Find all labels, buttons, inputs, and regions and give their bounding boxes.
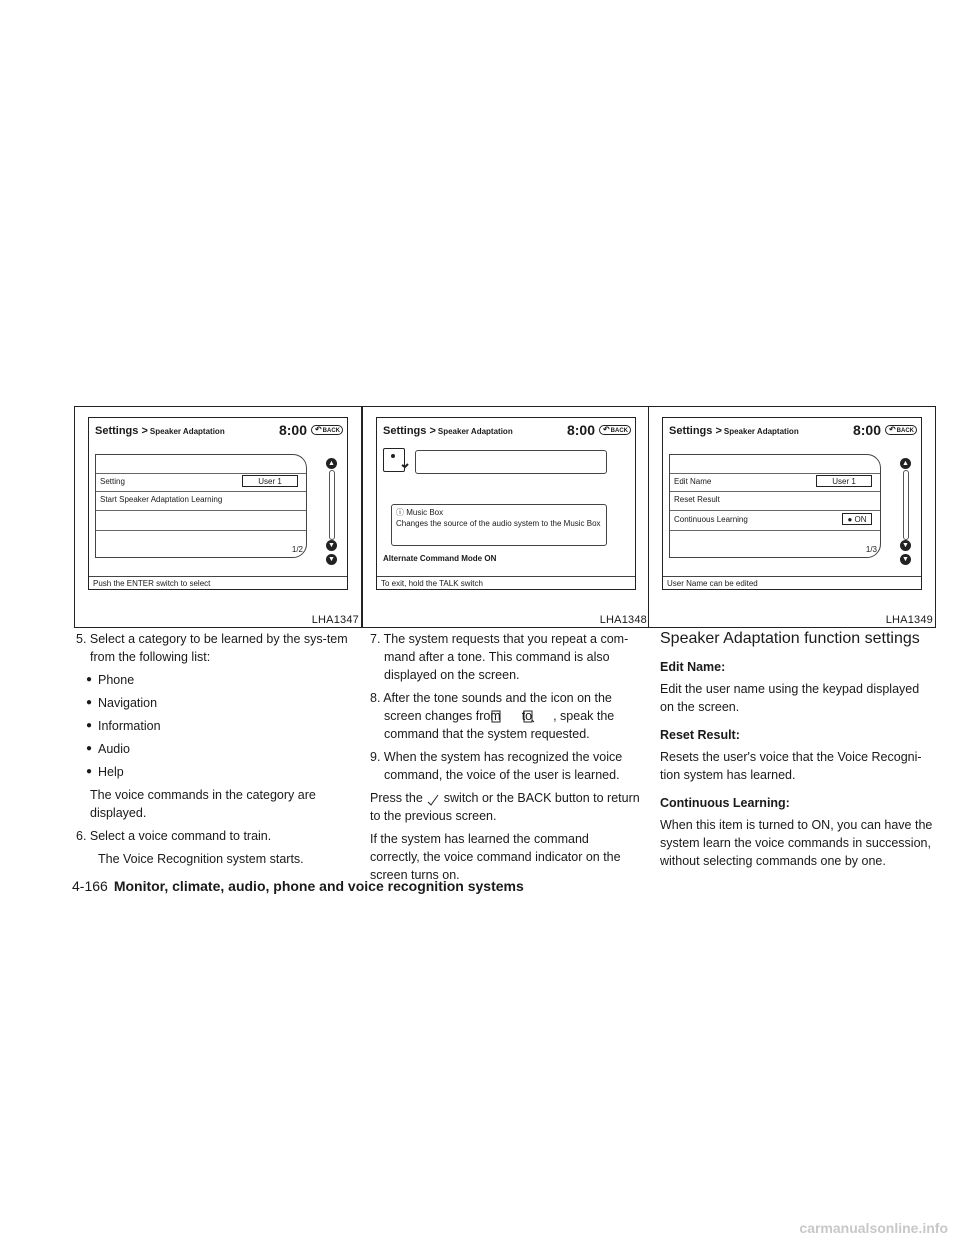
list-item: ● Information (76, 717, 348, 735)
list-item[interactable]: Reset Result (674, 495, 720, 504)
scroll-up-icon[interactable]: ▲ (900, 458, 911, 469)
screen (88, 417, 348, 590)
talk-switch-icon (426, 792, 440, 806)
figure-lha1349 (648, 406, 936, 628)
scrollbar[interactable] (903, 470, 909, 540)
scroll-down-icon[interactable]: ▼ (900, 540, 911, 551)
clock: 8:00 (852, 422, 881, 438)
list-item: ● Phone (76, 671, 348, 689)
list-item[interactable]: Continuous Learning (674, 515, 748, 524)
clock: 8:00 (278, 422, 307, 438)
paragraph: Press the switch or the BACK button to return to the previous screen. (370, 791, 640, 823)
back-button[interactable]: ↶ BACK (599, 425, 631, 435)
figure-label: LHA1347 (311, 614, 359, 626)
figure-label: LHA1348 (599, 614, 647, 626)
heading: Edit Name: (660, 660, 726, 674)
back-button[interactable]: ↶ BACK (885, 425, 917, 435)
figure-lha1348 (362, 406, 650, 628)
list-item[interactable]: Setting (100, 477, 125, 486)
list-item[interactable]: Edit Name (674, 477, 712, 486)
user-field[interactable]: User 1 (816, 475, 872, 487)
box-text: Changes the source of the audio system to the Music Box (396, 519, 601, 528)
settings-list (669, 454, 881, 558)
page-indicator: 1/3 (865, 545, 877, 554)
column-3 (660, 630, 936, 870)
step-7: 7. The system requests that you repeat a com-mand after a tone. This command is also displayed on the screen. (370, 632, 629, 682)
screen-footer: User Name can be edited (663, 576, 921, 589)
footer-title: Monitor, climate, audio, phone and voice recognition systems (113, 878, 524, 894)
screen-footer: Push the ENTER switch to select (89, 576, 347, 589)
page-down-icon[interactable]: ▼ (900, 554, 911, 565)
scrollbar[interactable] (329, 470, 335, 540)
column-1 (76, 630, 348, 868)
step-8: 8. After the tone sounds and the icon on the screen changes from to , speak the command that the system requested. (370, 691, 615, 741)
heading: Reset Result: (660, 728, 740, 742)
step-9: 9. When the system has recognized the voice command, the voice of the user is learned. (370, 750, 623, 782)
box-title: Music Box (406, 508, 444, 517)
heading: Continuous Learning: (660, 796, 790, 810)
section-title: Speaker Adaptation function settings (660, 630, 920, 647)
screen-header: Settings > Speaker Adaptation (95, 425, 225, 437)
voice-indicator-icon (383, 448, 405, 472)
settings-list (95, 454, 307, 558)
watermark: carmanualsonline.info (799, 1220, 948, 1236)
paragraph: The voice commands in the category are displayed. (90, 788, 316, 820)
paragraph: The Voice Recognition system starts. (98, 852, 304, 866)
page-indicator: 1/2 (291, 545, 303, 554)
screen-footer: To exit, hold the TALK switch (377, 576, 635, 589)
back-button[interactable]: ↶ BACK (311, 425, 343, 435)
step-5: 5. Select a category to be learned by the sys-tem from the following list: (76, 632, 348, 664)
user-field[interactable]: User 1 (242, 475, 298, 487)
paragraph: When this item is turned to ON, you can have the system learn the voice commands in succession, without selecting commands one by one. (660, 818, 933, 868)
paragraph: If the system has learned the command correctly, the voice command indicator on the screen turns on. (370, 832, 621, 882)
paragraph: Edit the user name using the keypad displayed on the screen. (660, 682, 920, 714)
screen-header: Settings > Speaker Adaptation (669, 425, 799, 437)
list-item: ● Help (76, 763, 348, 781)
voice-on-icon (536, 710, 550, 724)
screen (662, 417, 922, 590)
page-down-icon[interactable]: ▼ (326, 554, 337, 565)
command-display (415, 450, 607, 474)
scroll-down-icon[interactable]: ▼ (326, 540, 337, 551)
page-footer (72, 878, 524, 894)
figure-label: LHA1349 (885, 614, 933, 626)
page-number: 4-166 (72, 878, 108, 894)
figure-lha1347 (74, 406, 362, 628)
clock: 8:00 (566, 422, 595, 438)
command-box (391, 504, 607, 546)
step-6: 6. Select a voice command to train. (76, 829, 272, 843)
paragraph: Resets the user's voice that the Voice Recogni-tion system has learned. (660, 750, 922, 782)
toggle-on[interactable]: ● ON (842, 513, 872, 525)
screen (376, 417, 636, 590)
voice-off-icon (504, 710, 518, 724)
column-2 (370, 630, 642, 884)
info-icon: ⓘ (396, 508, 404, 517)
screen-header: Settings > Speaker Adaptation (383, 425, 513, 437)
list-item: ● Navigation (76, 694, 348, 712)
scroll-up-icon[interactable]: ▲ (326, 458, 337, 469)
mode-text: Alternate Command Mode ON (383, 554, 497, 563)
list-item[interactable]: Start Speaker Adaptation Learning (100, 495, 223, 504)
list-item: ● Audio (76, 740, 348, 758)
